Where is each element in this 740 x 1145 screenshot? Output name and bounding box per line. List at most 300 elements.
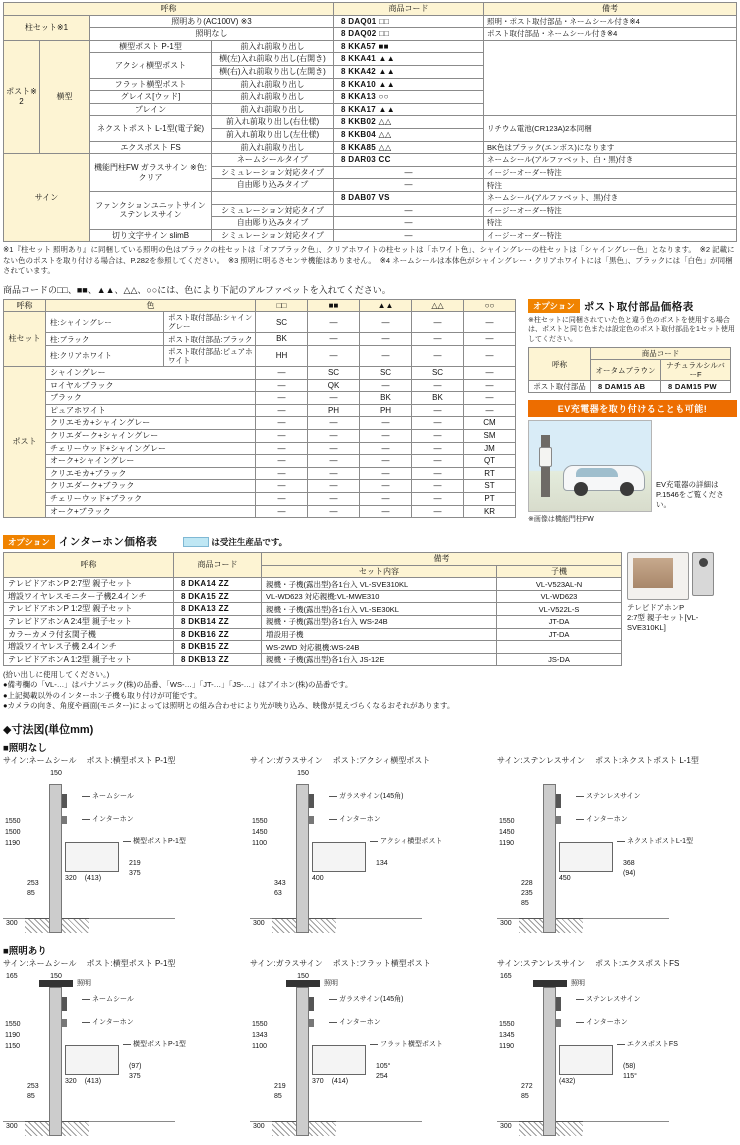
cell: BK (412, 392, 464, 405)
cell: ポスト取付部品・ネームシール付き※4 (484, 28, 737, 41)
cell: 機能門柱FW ガラスサイン ※色:クリア (90, 154, 212, 192)
cell: ― (256, 404, 308, 417)
dimension-value: 1550 (5, 817, 21, 825)
cell: ― (464, 404, 516, 417)
dimension-value: 450 (559, 874, 571, 882)
header-cell: 色 (46, 299, 256, 312)
cell: HH (256, 345, 308, 366)
cell: ― (412, 404, 464, 417)
dimension-diagram (250, 755, 490, 940)
pillar-shape (296, 784, 309, 933)
dimension-value: 320 (65, 874, 77, 882)
table-row (4, 333, 516, 346)
header-cell: セット内容 (262, 565, 497, 578)
intercom-shape (309, 1019, 314, 1027)
cell (484, 40, 737, 116)
diagram-canvas (250, 768, 490, 940)
part-callout: ガラスサイン(145角) (329, 994, 404, 1004)
cell: 横(右)入れ前取り出し(左開き) (212, 65, 334, 78)
cell: ― (256, 455, 308, 468)
diagram-canvas (497, 768, 737, 940)
part-callout: インターホン (576, 814, 628, 824)
options-column (528, 299, 737, 524)
height-dimensions (5, 818, 21, 847)
cell: ― (360, 429, 412, 442)
cell (497, 641, 622, 654)
color-code-table (3, 299, 516, 518)
light-shape (286, 980, 320, 987)
cell: 前入れ前取り出し (212, 91, 334, 104)
header-cell: ポスト (4, 366, 46, 517)
dimension-value: 1100 (252, 1042, 268, 1050)
part-callout: ステンレスサイン (576, 994, 641, 1004)
sign-shape (556, 997, 561, 1011)
cell: SC (256, 312, 308, 333)
sub-height-dimensions (27, 1083, 39, 1100)
ev-photo (528, 420, 652, 512)
cell: 前入れ前取り出し (212, 40, 334, 53)
part-callout: ステンレスサイン (576, 791, 641, 801)
interphone-note: ●カメラの向き、角度や画面(モニター)によっては照明との組み合わせにより光が映り込み、映像が見えづらくなるおそれがあります。 (3, 701, 455, 711)
table-row (4, 429, 516, 442)
header-cell: 子機 (497, 565, 622, 578)
dimension-value: 253 (27, 1082, 39, 1090)
table-row (4, 345, 516, 366)
cell: シミュレーション対応タイプ (212, 204, 334, 217)
cell: ― (308, 333, 360, 346)
dimension-value: (432) (559, 1077, 576, 1085)
dimension-value: 219 (274, 1082, 286, 1090)
diagram-sign-label: サイン:ガラスサイン (250, 958, 323, 968)
interphone-table-area (3, 552, 621, 712)
sub-height-dimensions (27, 880, 39, 897)
cell: ― (412, 467, 464, 480)
table-row (4, 191, 737, 204)
diagram-row (3, 755, 737, 940)
width-dimensions (312, 875, 324, 882)
intercom-shape (62, 816, 67, 824)
diagram-post-label: ポスト:エクスポストFS (594, 958, 680, 968)
interphone-product-label (627, 603, 735, 632)
cell: 特注 (484, 217, 737, 230)
cell: ― (308, 455, 360, 468)
cell: 8 DAR03 CC (334, 154, 484, 167)
cell: ― (464, 392, 516, 405)
cyan-legend-swatch (183, 537, 209, 547)
post-parts-title: ポスト取付部品価格表 (583, 300, 694, 313)
dimension-value: 343 (274, 879, 286, 887)
diagram-title (497, 755, 737, 766)
ev-charger-shape (539, 447, 552, 467)
cell: SC (360, 366, 412, 379)
diagram-canvas (3, 768, 243, 940)
cell: ― (464, 333, 516, 346)
cell: ― (412, 429, 464, 442)
header-cell: □□ (256, 299, 308, 312)
cell: 増設ワイヤレスモニター子機2.4インチ (4, 590, 174, 603)
cell: JT-DA (497, 628, 622, 641)
dimension-value: 134 (376, 859, 388, 867)
cell: ― (360, 312, 412, 333)
dimension-value: 85 (521, 899, 529, 907)
car-window-shape (576, 468, 618, 477)
cell: 8 DKB15 ZZ (174, 641, 262, 654)
table-row (4, 603, 622, 616)
light-label: 照明 (77, 979, 91, 987)
cell: 前入れ前取り出し(右仕様) (212, 116, 334, 129)
cell: 8 DKB16 ZZ (174, 628, 262, 641)
diagram-title (3, 958, 243, 969)
table-row (4, 15, 737, 28)
diagram-sign-label: サイン:ステンレスサイン (497, 958, 585, 968)
dimension-value: 368 (623, 859, 635, 867)
part-callout: ネクストポストL-1型 (617, 836, 693, 846)
legend-text: は受注生産品です。 (211, 536, 288, 547)
sign-shape (62, 794, 67, 808)
table-row (4, 578, 622, 591)
dimension-value: 1550 (499, 817, 515, 825)
cell: ― (256, 392, 308, 405)
cell: ― (308, 417, 360, 430)
monitor-screen-shape (633, 558, 673, 588)
diagram-post-label: ポスト:ネクストポスト L-1型 (594, 755, 699, 765)
table-row (4, 154, 737, 167)
dimension-diagram (497, 958, 737, 1143)
ground-depth-value: 300 (6, 1122, 18, 1130)
cell: ― (412, 505, 464, 518)
part-callout: インターホン (329, 814, 381, 824)
diagram-post-label: ポスト:フラット横型ポスト (332, 958, 431, 968)
table-row (4, 628, 622, 641)
cell: テレビドアホンP 1:2型 親子セット (4, 603, 174, 616)
cell: ― (412, 455, 464, 468)
door-station-image (692, 552, 714, 596)
cell: 8 KKA42 ▲▲ (334, 65, 484, 78)
cell: ― (256, 417, 308, 430)
cell: ― (256, 492, 308, 505)
cell: ― (334, 166, 484, 179)
dimension-value: 228 (521, 879, 533, 887)
cell: ピュアホワイト (46, 404, 256, 417)
part-callout: インターホン (576, 1017, 628, 1027)
dimension-value: 235 (521, 889, 533, 897)
table-row (4, 392, 516, 405)
diagram-canvas (497, 971, 737, 1143)
cell: 自由彫り込みタイプ (212, 217, 334, 230)
cell: 8 DKA14 ZZ (174, 578, 262, 591)
interphone-product-images (627, 552, 735, 600)
cell: 8 DAQ02 □□ (334, 28, 484, 41)
cell: ― (308, 345, 360, 366)
cell: SM (464, 429, 516, 442)
cell: BK (256, 333, 308, 346)
interphone-notes (3, 680, 621, 712)
part-callout: アクシィ横型ポスト (370, 836, 442, 846)
dimension-value: 375 (129, 1072, 141, 1080)
dimension-value: 150 (297, 972, 309, 980)
table-row (4, 299, 516, 312)
table-row (4, 116, 737, 129)
intercom-shape (556, 816, 561, 824)
header-cell: 横型 (40, 40, 90, 153)
table-row (529, 348, 731, 360)
header-cell: オータムブラウン (591, 360, 661, 381)
dimension-value: 1550 (5, 1020, 21, 1028)
cell: ― (256, 429, 308, 442)
part-callout: 横型ポストP-1型 (123, 836, 186, 846)
cell: 8 KKB04 △△ (334, 128, 484, 141)
cell: ― (256, 366, 308, 379)
diagram-title (250, 755, 490, 766)
dimension-value: 115° (623, 1072, 637, 1080)
cell: BK (360, 392, 412, 405)
table-row (4, 312, 516, 333)
dimension-value: 150 (297, 769, 309, 777)
diagram-sign-label: サイン:ガラスサイン (250, 755, 323, 765)
dimension-value: 1550 (499, 1020, 515, 1028)
header-cell: 商品コード (591, 348, 731, 360)
cell: 親機・子機(露出型)各1台入 VL-SVE310KL (262, 578, 497, 591)
cell: ― (360, 467, 412, 480)
dimension-value: 1150 (5, 1042, 21, 1050)
cell: 8 DAM15 PW (661, 381, 731, 393)
table-row (4, 141, 737, 154)
postbox-shape (559, 1045, 613, 1075)
cell: ― (412, 417, 464, 430)
diagram-row (3, 958, 737, 1143)
intercom-shape (556, 1019, 561, 1027)
product-label-line1: テレビドアホンP (627, 603, 685, 613)
table-row (4, 616, 622, 629)
cell: ロイヤルブラック (46, 379, 256, 392)
diagram-sign-label: サイン:ネームシール (3, 755, 77, 765)
col-header-code: 商品コード (334, 3, 484, 16)
interphone-note: ●上記掲載以外のインターホン子機も取り付けが可能です。 (3, 690, 202, 700)
header-cell: 呼称 (4, 553, 174, 578)
middle-row (3, 299, 737, 524)
width-dimensions (559, 875, 571, 882)
cell: ― (360, 345, 412, 366)
cell: ― (360, 333, 412, 346)
cell: シャイングレー (46, 366, 256, 379)
diagram-sign-label: サイン:ネームシール (3, 958, 77, 968)
cell: テレビドアホンA 2:4型 親子セット (4, 616, 174, 629)
part-callout: インターホン (82, 814, 134, 824)
extra-dimensions (376, 860, 388, 867)
cell: エクスポスト FS (90, 141, 212, 154)
col-header-name: 呼称 (4, 3, 334, 16)
cell: テレビドアホンA 1:2型 親子セット (4, 653, 174, 666)
diagram-title (3, 755, 243, 766)
interphone-note: ●備考欄の「VL-…」はパナソニック(株)の品番、「WS-…」「JT-…」「JS-…」はアイホン(株)の品番です。 (3, 680, 353, 690)
table-row (4, 505, 516, 518)
cell: 柱:クリアホワイト (46, 345, 164, 366)
cell: ― (308, 492, 360, 505)
group-label-with-light: ■照明あり (3, 945, 47, 957)
cell: クリエダーク+シャイングレー (46, 429, 256, 442)
cell: ― (412, 312, 464, 333)
cell: CM (464, 417, 516, 430)
part-callout: エクスポストFS (617, 1039, 678, 1049)
cell: 8 DKB14 ZZ (174, 616, 262, 629)
dimension-value: 105° (376, 1062, 391, 1070)
cell: ― (308, 467, 360, 480)
cell: 照明・ポスト取付部品・ネームシール付き※4 (484, 15, 737, 28)
dimension-value: 1500 (5, 828, 21, 836)
dimension-value: 1100 (252, 839, 268, 847)
postbox-shape (559, 842, 613, 872)
cell: SC (412, 366, 464, 379)
interphone-table (3, 552, 622, 666)
ev-caption-line1: EV充電器の詳細は (656, 479, 719, 489)
cell: ― (308, 429, 360, 442)
sign-shape (62, 997, 67, 1011)
cell: リチウム電池(CR123A)2本同梱 (484, 116, 737, 141)
cell: RT (464, 467, 516, 480)
height-dimensions (252, 818, 268, 847)
pillar-shape (49, 784, 62, 933)
dimension-value: 1345 (499, 1031, 515, 1039)
dimension-diagram (3, 755, 243, 940)
table-row (4, 442, 516, 455)
cell: 前入れ前取り出し(左仕様) (212, 128, 334, 141)
dimension-value: 320 (65, 1077, 77, 1085)
table-row (4, 366, 516, 379)
cell: ― (334, 217, 484, 230)
product-label-line2: 2:7型 親子セット[VL-SVE310KL] (627, 612, 699, 632)
interphone-paren-note: (拾い出しに使用してください。) (3, 670, 110, 680)
ev-row (528, 420, 737, 512)
post-parts-table (528, 347, 731, 393)
dimension-diagram (497, 755, 737, 940)
dimension-diagram (3, 958, 243, 1143)
cell: ― (412, 480, 464, 493)
cell: ― (308, 312, 360, 333)
cell: ポスト取付部品:ピュアホワイト (164, 345, 256, 366)
pillar-shape (49, 987, 62, 1136)
header-cell: ▲▲ (360, 299, 412, 312)
table-row (4, 3, 737, 16)
table-row (4, 480, 516, 493)
cell: 8 DKB13 ZZ (174, 653, 262, 666)
col-header-remarks: 備考 (484, 3, 737, 16)
header-cell: ■■ (308, 299, 360, 312)
ev-banner: EV充電器を取り付けることも可能! (528, 400, 737, 417)
cell: 8 KKA85 △△ (334, 141, 484, 154)
dimension-value: 165 (6, 972, 18, 980)
cell: ― (412, 379, 464, 392)
cell: 横(左)入れ前取り出し(右開き) (212, 53, 334, 66)
dimension-value: 1190 (499, 839, 515, 847)
cell: 親機・子機(露出型)各1台入 WS-24B (262, 616, 497, 629)
interphone-product-area (627, 552, 735, 632)
intercom-shape (62, 1019, 67, 1027)
cell: JS-DA (497, 653, 622, 666)
cell: 横型ポスト P-1型 (90, 40, 212, 53)
cell: テレビドアホンP 2:7型 親子セット (4, 578, 174, 591)
cell: 増設ワイヤレス子機 2.4インチ (4, 641, 174, 654)
header-cell: 商品コード (174, 553, 262, 578)
dimension-value: 375 (129, 869, 141, 877)
cell: ― (308, 392, 360, 405)
option-badge: オプション (528, 299, 580, 313)
cell: ポスト取付部品:シャイングレー (164, 312, 256, 333)
dimension-value: 150 (50, 972, 62, 980)
ev-image-note: ※画像は機能門柱FW (528, 516, 594, 524)
cell: ネクストポスト L-1型(電子錠) (90, 116, 212, 141)
cell: 8 KKA13 ○○ (334, 91, 484, 104)
cell: 照明あり(AC100V) ※3 (90, 15, 334, 28)
table-row (4, 455, 516, 468)
diagram-canvas (250, 971, 490, 1143)
cell: ポスト取付部品:ブラック (164, 333, 256, 346)
cell: 8 DAQ01 □□ (334, 15, 484, 28)
cell: QT (464, 455, 516, 468)
part-callout: 横型ポストP-1型 (123, 1039, 186, 1049)
cell: カラーカメラ付玄関子機 (4, 628, 174, 641)
cell: ファンクションユニットサイン ステンレスサイン (90, 191, 212, 229)
cell: VL-WD623 対応親機:VL-MWE310 (262, 590, 497, 603)
dimension-value: 63 (274, 889, 282, 897)
cell: イージーオーダー特注 (484, 204, 737, 217)
cell: イージーオーダー特注 (484, 229, 737, 242)
dimension-value: 85 (274, 1092, 282, 1100)
cell: BK色はブラック(エンボス)になります (484, 141, 737, 154)
cell: シミュレーション対応タイプ (212, 166, 334, 179)
cell: JM (464, 442, 516, 455)
cell: ― (360, 505, 412, 518)
diagram-post-label: ポスト:アクシィ横型ポスト (332, 755, 431, 765)
cell: 8 DKA13 ZZ (174, 603, 262, 616)
dimension-value: 1190 (499, 1042, 515, 1050)
camera-lens-shape (699, 558, 708, 567)
dimension-value: (414) (331, 1077, 349, 1085)
cell: オーク+ブラック (46, 505, 256, 518)
cell: ― (360, 492, 412, 505)
cell: 前入れ前取り出し (212, 103, 334, 116)
cell: クリエモカ+シャイングレー (46, 417, 256, 430)
dimension-value: 219 (129, 859, 141, 867)
pillar-shape (543, 784, 556, 933)
cell: フラット横型ポスト (90, 78, 212, 91)
cell: 8 KKA57 ■■ (334, 40, 484, 53)
table-row (4, 417, 516, 430)
cell: ― (308, 505, 360, 518)
cell: ― (360, 417, 412, 430)
sign-shape (309, 997, 314, 1011)
cell: シミュレーション対応タイプ (212, 229, 334, 242)
light-shape (533, 980, 567, 987)
cell: ― (464, 345, 516, 366)
sub-height-dimensions (274, 880, 286, 897)
cell: VL-WD623 (497, 590, 622, 603)
cell: ― (334, 229, 484, 242)
part-callout: インターホン (329, 1017, 381, 1027)
cell: 照明なし (90, 28, 334, 41)
cell: 親機・子機(露出型)各1台入 JS-12E (262, 653, 497, 666)
cell: ― (334, 204, 484, 217)
table-row (4, 590, 622, 603)
dimension-value: (97) (129, 1062, 142, 1070)
post-parts-note: ※柱セットに同梱されていた色と違う色のポストを使用する場合は、ポストと同じ色または設定色のポスト取付部品を1セット使用してください。 (528, 316, 735, 343)
cell: オーク+シャイングレー (46, 455, 256, 468)
car-wheel-shape (574, 482, 588, 496)
table-row (4, 467, 516, 480)
post-parts-header (528, 299, 737, 314)
ev-caption-line2: P.1546をご覧ください。 (656, 489, 724, 509)
postbox-shape (65, 842, 119, 872)
cell: SC (308, 366, 360, 379)
